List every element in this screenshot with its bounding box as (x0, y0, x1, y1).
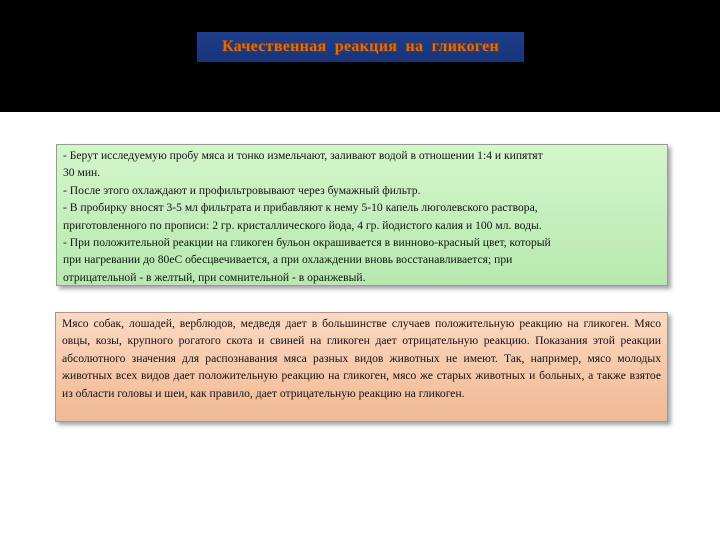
notes-text-box (55, 312, 668, 422)
procedure-line: - После этого охлаждают и профильтровывают через бумажный фильтр. (63, 183, 421, 197)
procedure-line: - При положительной реакции на гликоген бульон окрашивается в винново-красный цвет, который (63, 236, 551, 250)
procedure-line: при нагревании до 80еС обесцвечивается, а при охлаждении вновь восстанавливается; при (63, 253, 513, 267)
notes-paragraph: Мясо собак, лошадей, верблюдов, медведя дает в большинстве случаев положительную реакцию на гликоген. Мясо овцы, козы, крупного рогатого скота и свиней на гликоген дает отрицательную реакцию. Показания этой реакции абсолютного значения для распознавания мяса разных видов животных не имеют. Так, например, мясо молодых животных всех видов дает положительную реакцию на гликоген, мясо же старых животных и больных, а также взятое из области головы и шеи, как правило, дает отрицательную реакцию на гликоген. (62, 317, 661, 400)
procedure-line: - Берут исследуемую пробу мяса и тонко измельчают, заливают водой в отношении 1:4 и кипятят (63, 149, 543, 162)
procedure-line: 30 мин. (63, 166, 101, 180)
procedure-line: отрицательной - в желтый, при сомнительной - в оранжевый. (63, 270, 366, 284)
slide-title: Качественная реакция на гликоген (221, 38, 500, 55)
procedure-text-box (56, 144, 668, 286)
slide-title-box (197, 32, 524, 62)
procedure-line: приготовленного по прописи: 2 гр. кристаллического йода, 4 гр. йодистого калия и 100 мл. воды. (63, 218, 542, 232)
procedure-line: - В пробирку вносят 3-5 мл фильтрата и прибавляют к нему 5-10 капель люголевского раствора, (63, 201, 538, 215)
